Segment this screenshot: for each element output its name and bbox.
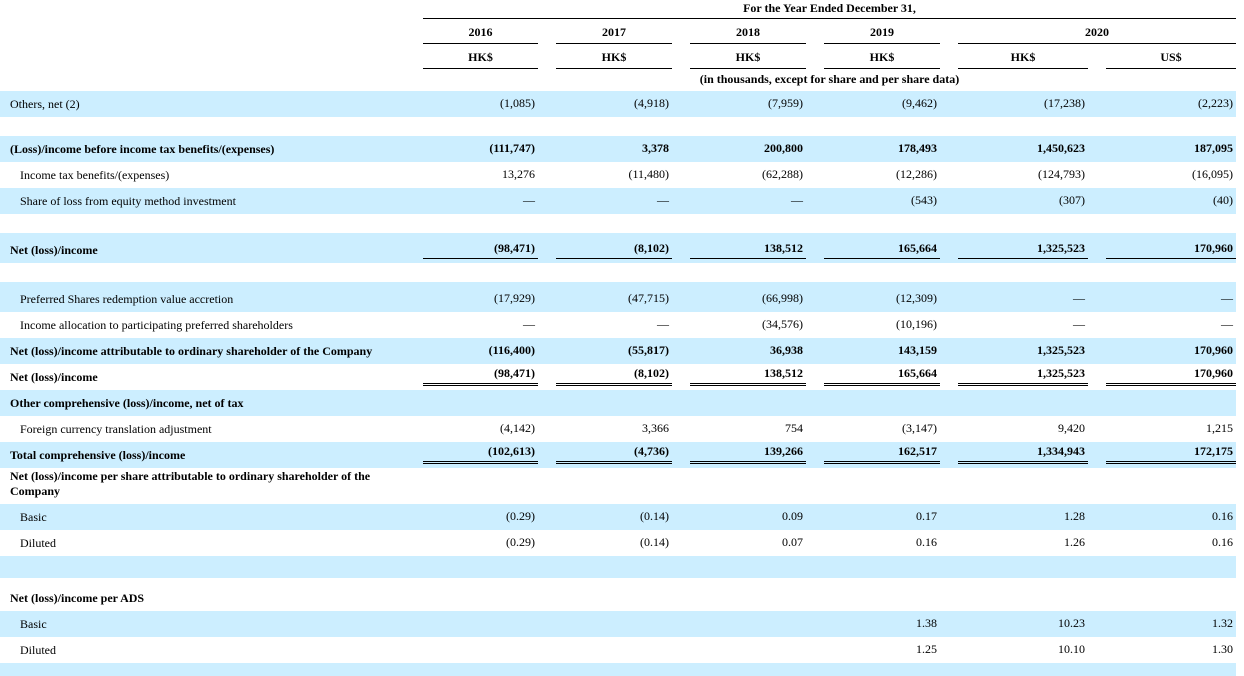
cell-value: (2,223) bbox=[1198, 96, 1233, 110]
cell-value bbox=[423, 485, 538, 500]
year-header-label: 2020 bbox=[1085, 25, 1109, 39]
row-label: Other comprehensive (loss)/income, net of tax bbox=[10, 396, 244, 410]
cell-value: (66,998) bbox=[762, 291, 803, 305]
row-label: Foreign currency translation adjustment bbox=[20, 422, 212, 436]
cell-value: 178,493 bbox=[898, 141, 937, 155]
table-row bbox=[0, 390, 1236, 416]
cell-value: (16,095) bbox=[1192, 167, 1233, 181]
cell-value: 1.30 bbox=[1212, 642, 1233, 656]
cell-value: 1.32 bbox=[1212, 616, 1233, 630]
currency-header: HK$ bbox=[690, 50, 806, 69]
table-title-row bbox=[0, 0, 1236, 19]
table-row bbox=[0, 504, 1236, 530]
table-row bbox=[0, 468, 1236, 504]
cell-value: 0.17 bbox=[916, 509, 937, 523]
cell-value: (98,471) bbox=[423, 366, 538, 386]
year-header-row bbox=[0, 19, 1236, 44]
cell-value bbox=[1106, 397, 1236, 412]
currency-header: HK$ bbox=[423, 50, 538, 69]
cell-value: 138,512 bbox=[690, 366, 806, 386]
year-header-label: 2019 bbox=[870, 25, 894, 39]
year-header bbox=[690, 25, 806, 44]
cell-value: — bbox=[657, 317, 669, 331]
cell-value: (9,462) bbox=[902, 96, 937, 110]
cell-value: 165,664 bbox=[824, 241, 940, 259]
table-row bbox=[0, 312, 1236, 338]
cell-value bbox=[423, 644, 538, 659]
cell-value bbox=[1106, 592, 1236, 607]
currency-header: HK$ bbox=[556, 50, 672, 69]
table-row bbox=[0, 188, 1236, 214]
cell-value: (111,747) bbox=[489, 141, 535, 155]
table-row bbox=[0, 416, 1236, 442]
cell-value: — bbox=[1221, 291, 1233, 305]
cell-value: (8,102) bbox=[556, 241, 672, 259]
spacer-row bbox=[0, 663, 1236, 676]
units-note: (in thousands, except for share and per share data) bbox=[699, 72, 960, 86]
cell-value bbox=[690, 485, 806, 500]
cell-value bbox=[824, 397, 940, 412]
cell-value: 165,664 bbox=[824, 366, 940, 386]
cell-value: — bbox=[791, 193, 803, 207]
cell-value: (0.29) bbox=[506, 509, 535, 523]
cell-value bbox=[958, 592, 1088, 607]
cell-value: — bbox=[1221, 317, 1233, 331]
cell-value: (3,147) bbox=[902, 421, 937, 435]
table-row bbox=[0, 233, 1236, 263]
cell-value bbox=[690, 644, 806, 659]
cell-value: (8,102) bbox=[556, 366, 672, 386]
cell-value: 1.26 bbox=[1064, 535, 1085, 549]
cell-value: 1,334,943 bbox=[958, 444, 1088, 464]
cell-value: (34,576) bbox=[762, 317, 803, 331]
currency-header: HK$ bbox=[824, 50, 940, 69]
cell-value: 0.07 bbox=[782, 535, 803, 549]
table-title-rule bbox=[423, 1, 1236, 19]
cell-value: 1.28 bbox=[1064, 509, 1085, 523]
cell-value: (40) bbox=[1213, 193, 1233, 207]
cell-value: — bbox=[657, 193, 669, 207]
cell-value: (7,959) bbox=[768, 96, 803, 110]
row-label: Basic bbox=[20, 510, 47, 524]
cell-value: (47,715) bbox=[628, 291, 669, 305]
cell-value: (124,793) bbox=[1038, 167, 1085, 181]
cell-value: 10.10 bbox=[1058, 642, 1085, 656]
row-label: Income tax benefits/(expenses) bbox=[20, 168, 170, 182]
cell-value: 1.38 bbox=[916, 616, 937, 630]
cell-value bbox=[556, 485, 672, 500]
cell-value: 754 bbox=[785, 421, 803, 435]
cell-value: — bbox=[1073, 317, 1085, 331]
cell-value: (307) bbox=[1059, 193, 1085, 207]
cell-value: 1,325,523 bbox=[958, 241, 1088, 259]
cell-value: 162,517 bbox=[824, 444, 940, 464]
cell-value: (4,142) bbox=[500, 421, 535, 435]
cell-value: — bbox=[523, 193, 535, 207]
cell-value bbox=[1106, 485, 1236, 500]
cell-value bbox=[824, 485, 940, 500]
year-header-label: 2017 bbox=[602, 25, 626, 39]
table-row bbox=[0, 162, 1236, 188]
cell-value: (11,480) bbox=[628, 167, 669, 181]
year-header bbox=[824, 25, 940, 44]
table-row bbox=[0, 136, 1236, 162]
cell-value: 9,420 bbox=[1058, 421, 1085, 435]
year-header bbox=[958, 25, 1236, 44]
year-header-label: 2016 bbox=[468, 25, 493, 39]
row-label: Total comprehensive (loss)/income bbox=[10, 448, 186, 462]
row-label: Diluted bbox=[20, 536, 56, 550]
cell-value: 36,938 bbox=[770, 343, 803, 357]
cell-value bbox=[690, 592, 806, 607]
year-header bbox=[423, 25, 538, 44]
table-title: For the Year Ended December 31, bbox=[743, 1, 916, 15]
cell-value: — bbox=[523, 317, 535, 331]
cell-value bbox=[423, 618, 538, 633]
table-row bbox=[0, 637, 1236, 663]
cell-value: 200,800 bbox=[764, 141, 803, 155]
row-label: Income allocation to participating preferred shareholders bbox=[20, 318, 293, 332]
cell-value bbox=[556, 618, 672, 633]
cell-value: 1,215 bbox=[1206, 421, 1233, 435]
cell-value: 3,378 bbox=[642, 141, 669, 155]
table-row bbox=[0, 282, 1236, 312]
row-label: Others, net (2) bbox=[10, 97, 80, 111]
cell-value: 172,175 bbox=[1106, 444, 1236, 464]
year-header bbox=[556, 25, 672, 44]
cell-value bbox=[958, 485, 1088, 500]
cell-value: (98,471) bbox=[423, 241, 538, 259]
cell-value: 170,960 bbox=[1106, 241, 1236, 259]
cell-value: (0.14) bbox=[640, 509, 669, 523]
table-row bbox=[0, 442, 1236, 468]
cell-value: 138,512 bbox=[690, 241, 806, 259]
cell-value bbox=[423, 592, 538, 607]
row-label: Preferred Shares redemption value accretion bbox=[20, 292, 234, 306]
cell-value: (543) bbox=[911, 193, 937, 207]
cell-value bbox=[690, 618, 806, 633]
units-note-row bbox=[0, 69, 1236, 91]
spacer-row bbox=[0, 263, 1236, 282]
cell-value: (12,286) bbox=[896, 167, 937, 181]
cell-value: (62,288) bbox=[762, 167, 803, 181]
cell-value: (10,196) bbox=[896, 317, 937, 331]
cell-value: (55,817) bbox=[628, 343, 669, 357]
cell-value: 13,276 bbox=[502, 167, 535, 181]
cell-value bbox=[556, 397, 672, 412]
cell-value: — bbox=[1073, 291, 1085, 305]
cell-value: (102,613) bbox=[423, 444, 538, 464]
row-label: Net (loss)/income bbox=[10, 243, 98, 257]
cell-value: (4,736) bbox=[556, 444, 672, 464]
cell-value: 1,325,523 bbox=[958, 366, 1088, 386]
cell-value: 0.16 bbox=[1212, 535, 1233, 549]
cell-value: (17,929) bbox=[494, 291, 535, 305]
cell-value: (1,085) bbox=[500, 96, 535, 110]
cell-value bbox=[556, 644, 672, 659]
cell-value: 1,325,523 bbox=[1037, 343, 1085, 357]
row-label: Net (loss)/income per share attributable to ordinary shareholder of the Company bbox=[10, 469, 371, 498]
row-label: (Loss)/income before income tax benefits/(expenses) bbox=[10, 142, 275, 156]
cell-value: 0.16 bbox=[1212, 509, 1233, 523]
spacer-row bbox=[0, 578, 1236, 591]
cell-value: (4,918) bbox=[634, 96, 669, 110]
cell-value bbox=[556, 592, 672, 607]
row-label: Net (loss)/income per ADS bbox=[10, 591, 145, 605]
cell-value: (0.29) bbox=[506, 535, 535, 549]
cell-value: 0.09 bbox=[782, 509, 803, 523]
currency-header: HK$ bbox=[958, 50, 1088, 69]
cell-value: 1.25 bbox=[916, 642, 937, 656]
table-row bbox=[0, 364, 1236, 390]
currency-header-row bbox=[0, 44, 1236, 69]
table-row bbox=[0, 530, 1236, 556]
cell-value: (0.14) bbox=[640, 535, 669, 549]
table-row bbox=[0, 591, 1236, 611]
cell-value: (17,238) bbox=[1044, 96, 1085, 110]
cell-value: 3,366 bbox=[642, 421, 669, 435]
cell-value: 170,960 bbox=[1106, 366, 1236, 386]
table-row bbox=[0, 611, 1236, 637]
cell-value: 170,960 bbox=[1194, 343, 1233, 357]
table-row bbox=[0, 338, 1236, 364]
cell-value bbox=[958, 397, 1088, 412]
cell-value: 1,450,623 bbox=[1037, 141, 1085, 155]
row-label: Net (loss)/income attributable to ordinary shareholder of the Company bbox=[10, 344, 373, 358]
cell-value: 143,159 bbox=[898, 343, 937, 357]
row-label: Net (loss)/income bbox=[10, 370, 98, 384]
cell-value: 10.23 bbox=[1058, 616, 1085, 630]
cell-value bbox=[423, 397, 538, 412]
cell-value bbox=[690, 397, 806, 412]
table-row bbox=[0, 91, 1236, 117]
currency-header: US$ bbox=[1106, 50, 1236, 69]
row-label: Diluted bbox=[20, 643, 56, 657]
cell-value: (12,309) bbox=[896, 291, 937, 305]
cell-value: 187,095 bbox=[1194, 141, 1233, 155]
row-label: Share of loss from equity method investment bbox=[20, 194, 236, 208]
cell-value: (116,400) bbox=[488, 343, 535, 357]
spacer-row bbox=[0, 214, 1236, 233]
cell-value: 0.16 bbox=[916, 535, 937, 549]
row-label: Basic bbox=[20, 617, 47, 631]
spacer-row bbox=[0, 117, 1236, 136]
year-header-label: 2018 bbox=[736, 25, 760, 39]
cell-value bbox=[824, 592, 940, 607]
spacer-row bbox=[0, 556, 1236, 578]
cell-value: 139,266 bbox=[690, 444, 806, 464]
